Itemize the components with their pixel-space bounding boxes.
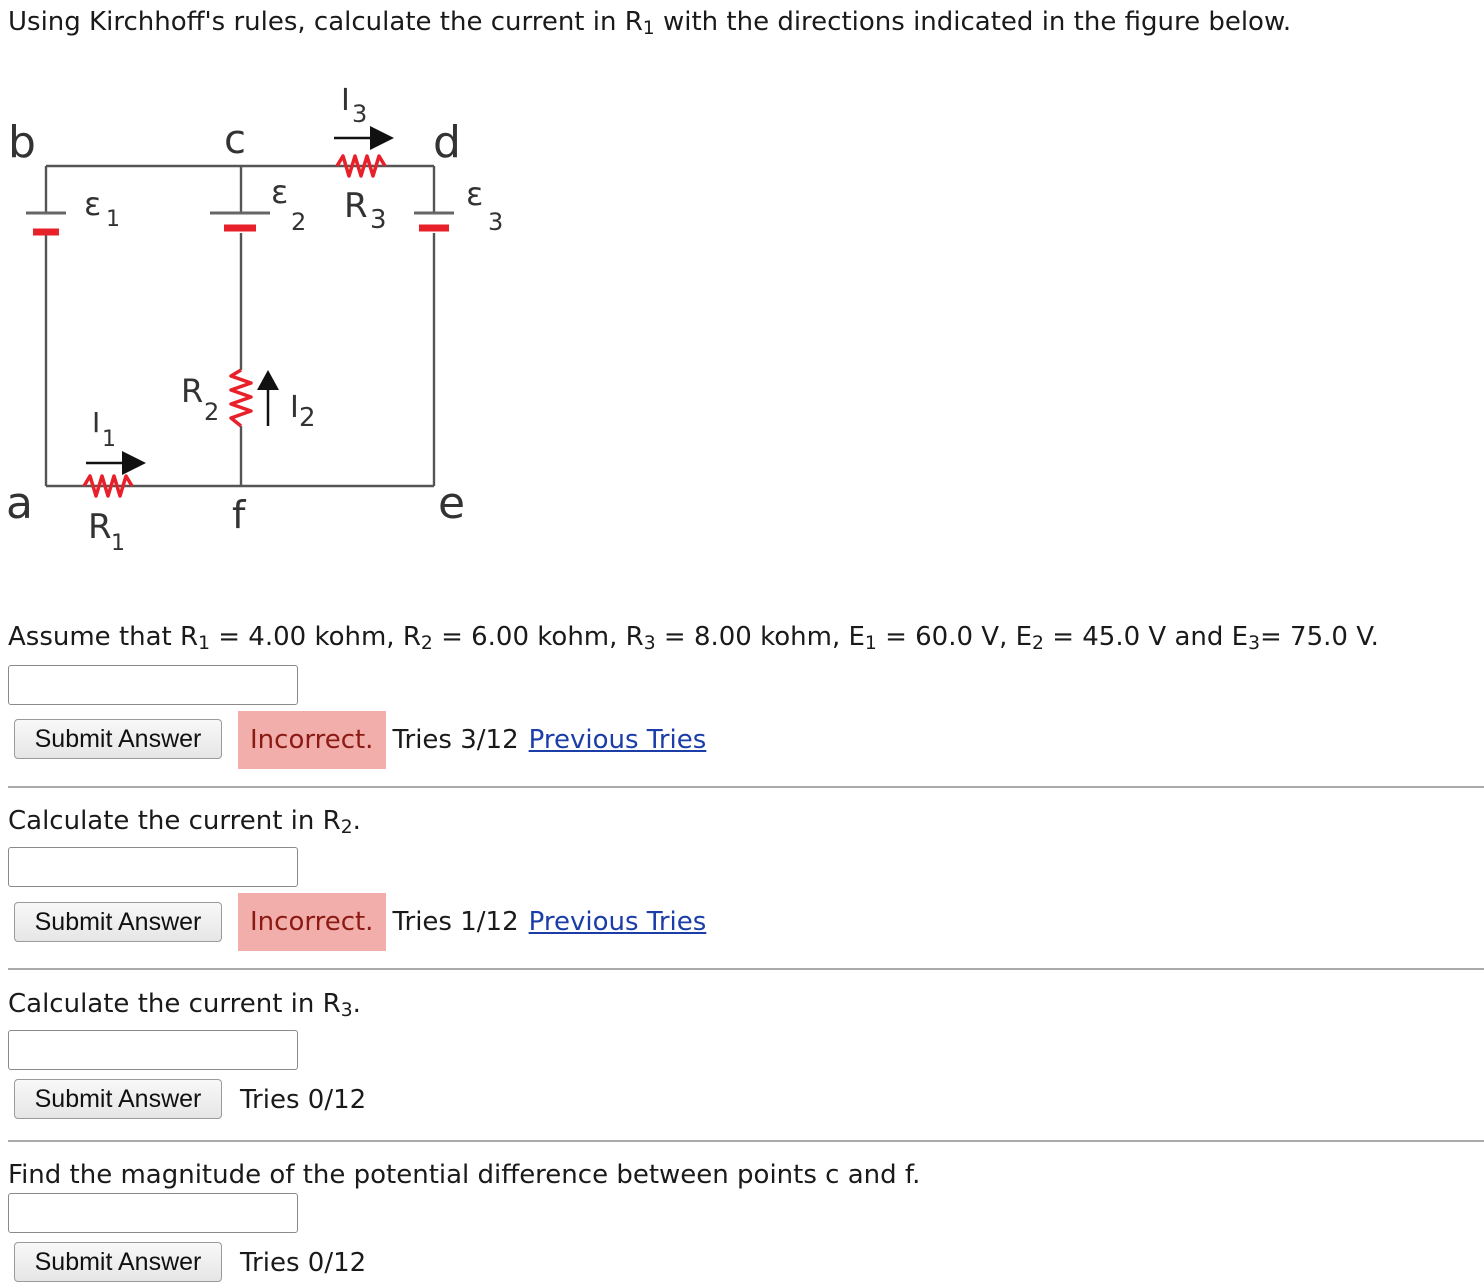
node-label-b: b [8, 117, 36, 168]
current-i1-arrow-icon [86, 451, 146, 475]
prompt-current-r2: Calculate the current in $R_2$. [8, 806, 361, 839]
svg-text:ε: ε [271, 173, 289, 211]
current-i2-arrow-icon [257, 370, 279, 426]
node-label-d: d [433, 117, 461, 168]
battery-emf3-icon [414, 213, 454, 228]
svg-text:ε: ε [84, 185, 102, 223]
svg-text:I: I [92, 406, 101, 439]
incorrect-badge: Incorrect. [238, 893, 386, 951]
svg-text:R: R [181, 372, 204, 410]
svg-text:2: 2 [299, 403, 316, 433]
node-label-c: c [224, 117, 246, 163]
status-line-r1 [238, 711, 706, 769]
submit-answer-button-potential[interactable]: Submit Answer [14, 1242, 222, 1282]
section-divider [8, 786, 1484, 788]
node-label-e: e [438, 478, 466, 529]
previous-tries-link[interactable]: Previous Tries [528, 907, 707, 937]
node-label-a: a [6, 478, 33, 529]
svg-text:3: 3 [488, 208, 504, 236]
tries-count: Tries 3/12 [392, 725, 519, 755]
tries-count: Tries 0/12 [240, 1248, 367, 1278]
i3-label [341, 83, 367, 128]
svg-text:3: 3 [370, 205, 387, 235]
answer-input-r2[interactable] [8, 847, 298, 887]
r2-label [181, 372, 219, 426]
current-i3-arrow-icon [334, 126, 394, 150]
submit-answer-button-r3[interactable]: Submit Answer [14, 1079, 222, 1119]
node-label-f: f [232, 493, 246, 537]
svg-text:1: 1 [106, 207, 120, 232]
status-line-r2 [238, 893, 706, 951]
svg-text:ε: ε [466, 175, 484, 213]
circuit-figure [0, 70, 540, 570]
svg-text:R: R [344, 186, 368, 226]
incorrect-badge: Incorrect. [238, 711, 386, 769]
i1-label [92, 406, 116, 452]
emf1-label [84, 185, 120, 232]
battery-emf2-icon [210, 213, 270, 228]
svg-text:1: 1 [102, 427, 116, 452]
submit-answer-button-r2[interactable]: Submit Answer [14, 902, 222, 942]
prompt-current-r3: Calculate the current in $R_3$. [8, 989, 361, 1022]
battery-emf1-icon [26, 213, 66, 232]
answer-input-potential[interactable] [8, 1193, 298, 1233]
r1-label [88, 507, 125, 556]
prompt-potential-difference: Find the magnitude of the potential difference between points c and f. [8, 1160, 921, 1190]
previous-tries-link[interactable]: Previous Tries [528, 725, 707, 755]
answer-input-r1[interactable] [8, 665, 298, 705]
tries-count: Tries 0/12 [240, 1085, 367, 1115]
emf3-label [466, 175, 503, 236]
tries-count: Tries 1/12 [392, 907, 519, 937]
section-divider [8, 1140, 1484, 1142]
svg-text:2: 2 [291, 208, 307, 236]
svg-text:2: 2 [204, 398, 220, 426]
svg-text:3: 3 [352, 100, 368, 128]
svg-text:I: I [290, 390, 299, 425]
svg-text:R: R [88, 507, 112, 547]
intro-subscript: 1 [642, 18, 655, 40]
question-intro [8, 5, 1291, 39]
resistor-r2-icon [231, 370, 251, 426]
assumption-text: Assume that $R_1 = 4.00$ kohm, $R_2 = 6.00$ kohm, $R_3 = 8.00$ kohm, $E_1 = 60.0$ V, $E_2 = 45.0$ V and $E_3= 75.0$ V. [8, 622, 1379, 655]
r3-label [344, 186, 387, 235]
section-divider [8, 968, 1484, 970]
svg-text:I: I [341, 83, 350, 118]
emf2-label [271, 173, 306, 236]
intro-text: Using Kirchhoff's rules, calculate the current in R [8, 7, 643, 37]
svg-text:1: 1 [111, 531, 125, 556]
i2-label [290, 390, 316, 433]
submit-answer-button-r1[interactable]: Submit Answer [14, 719, 222, 759]
answer-input-r3[interactable] [8, 1030, 298, 1070]
intro-text-end: with the directions indicated in the figure below. [654, 7, 1292, 37]
